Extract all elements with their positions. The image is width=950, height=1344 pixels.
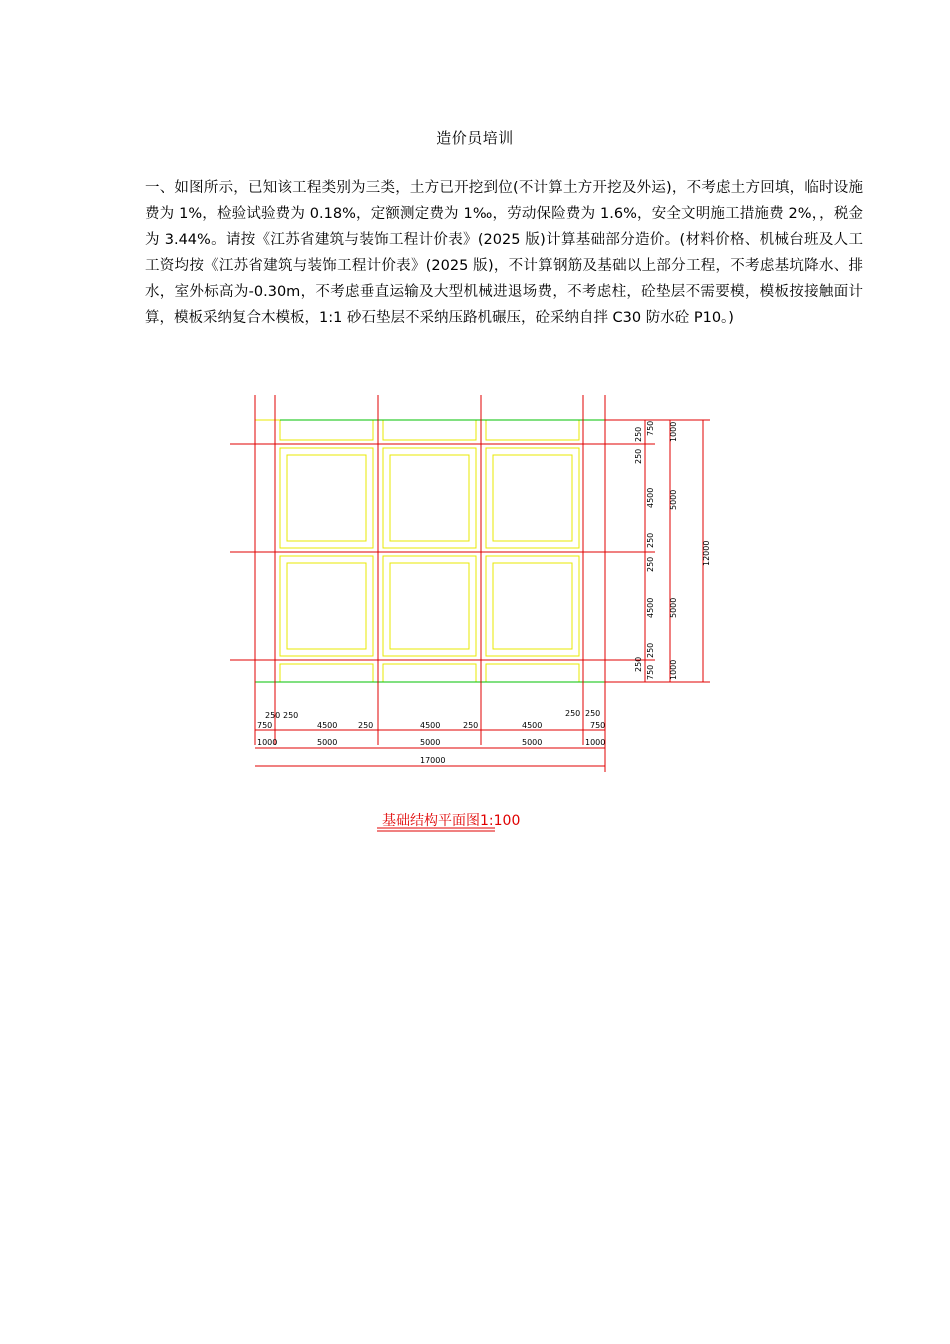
dim-text: 250 (358, 721, 374, 730)
dim-text: 250 (646, 532, 655, 548)
dim-text: 5000 (420, 738, 441, 747)
footing-outline (383, 664, 476, 682)
dim-text: 250 (565, 709, 581, 718)
dim-text: 12000 (702, 540, 711, 566)
dim-text: 5000 (317, 738, 338, 747)
footing-outline (383, 556, 476, 656)
dim-text: 750 (646, 420, 655, 436)
dim-text: 4500 (522, 721, 543, 730)
bottom-dimensions (257, 709, 605, 765)
foundation-plan-svg (225, 380, 725, 840)
dim-text: 4500 (646, 487, 655, 508)
footing-outline (486, 664, 579, 682)
footing-outline (280, 664, 373, 682)
drawing-caption: 基础结构平面图1:100 (382, 813, 521, 829)
dim-text: 250 (634, 426, 643, 442)
footing-outlines (255, 420, 605, 682)
footing-outline (383, 448, 476, 548)
footing-outline (493, 455, 572, 541)
dim-text: 1000 (669, 421, 678, 442)
dim-text: 5000 (669, 489, 678, 510)
footing-outline (383, 420, 476, 440)
right-dimensions (634, 421, 711, 680)
green-edges (255, 420, 605, 682)
foundation-plan-drawing (225, 380, 725, 840)
dim-text: 1000 (669, 659, 678, 680)
footing-outline (287, 563, 366, 649)
dim-text: 250 (585, 709, 601, 718)
dim-text: 17000 (420, 756, 446, 765)
dim-text: 250 (283, 711, 299, 720)
page-title: 造价员培训 (436, 129, 514, 147)
footing-outline (390, 455, 469, 541)
dim-text: 1000 (585, 738, 606, 747)
dim-text: 5000 (522, 738, 543, 747)
footing-outline (280, 448, 373, 548)
footing-outline (255, 420, 605, 682)
dim-text: 5000 (669, 597, 678, 618)
dim-text: 750 (646, 664, 655, 680)
dim-text: 4500 (646, 597, 655, 618)
dim-text: 750 (590, 721, 606, 730)
footing-outline (280, 556, 373, 656)
dim-text: 250 (265, 711, 281, 720)
dim-text: 4500 (420, 721, 441, 730)
footing-outline (493, 563, 572, 649)
dim-text: 250 (646, 556, 655, 572)
dim-text: 250 (463, 721, 479, 730)
dim-text: 250 (634, 656, 643, 672)
problem-paragraph: 一、如图所示，已知该工程类别为三类，土方已开挖到位(不计算土方开挖及外运)，不考虑土方回填，临时设施费为 1%，检验试验费为 0.18%，定额测定费为 1‰，劳动保险费为 1.6%，安全文明施工措施费 2%，，税金为 3.44%。请按《江苏省建筑与装饰工程计价表》(2025 版)计算基础部分造价。(材料价格、机械台班及人工工资均按《江苏省建筑与装饰工程计价表》(2025 版)，不计算钢筋及基础以上部分工程，不考虑基坑降水、排水，室外标高为-0.30m，不考虑垂直运输及大型机械进退场费，不考虑柱，砼垫层不需要模，模板按接触面计算，模板采纳复合木模板，1:1 砂石垫层不采纳压路机碾压，砼采纳自拌 C30 防水砼 P10。) (145, 180, 863, 326)
dim-text: 750 (257, 721, 273, 730)
dim-text: 4500 (317, 721, 338, 730)
footing-outline (390, 563, 469, 649)
dim-text: 250 (634, 448, 643, 464)
footing-outline (486, 420, 579, 440)
footing-outline (287, 455, 366, 541)
footing-outline (280, 420, 373, 440)
footing-outline (486, 448, 579, 548)
footing-outline (486, 556, 579, 656)
dim-text: 250 (646, 642, 655, 658)
dim-text: 1000 (257, 738, 278, 747)
